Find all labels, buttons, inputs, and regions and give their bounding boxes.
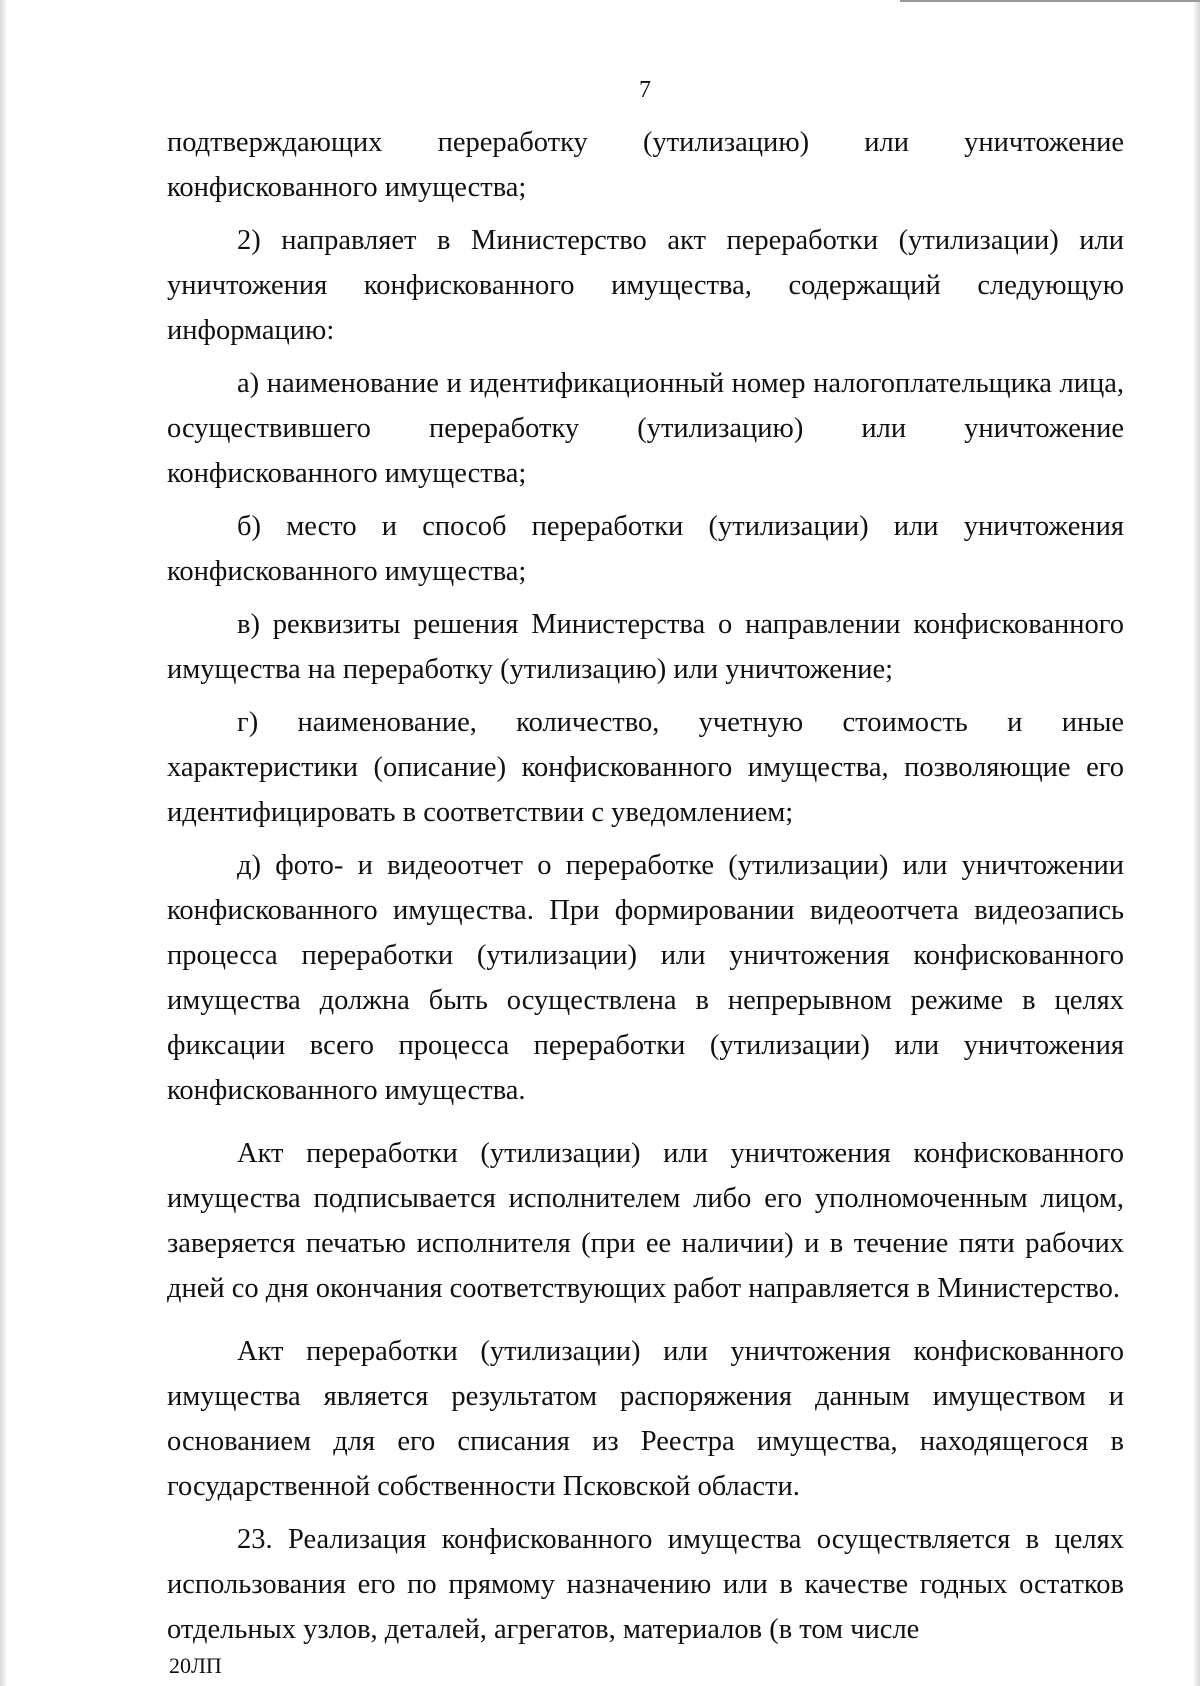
paragraph-act-result: Акт переработки (утилизации) или уничтожения конфискованного имущества является результатом распоряжения данным имуществом и основанием для его списания из Реестра имущества, находящегося в государственной собственности Псковской области. <box>167 1336 1124 1502</box>
scan-edge-right <box>1194 0 1200 1686</box>
document-body <box>167 120 1124 1652</box>
paragraph-subitem-a: а) наименование и идентификационный номер налогоплательщика лица, осуществившего переработку (утилизацию) или уничтожение конфискованного имущества; <box>167 368 1124 489</box>
paragraph-subitem-b: б) место и способ переработки (утилизации) или уничтожения конфискованного имущества; <box>167 511 1124 587</box>
document-code: 20ЛП <box>169 1653 222 1678</box>
paragraph-item-23: 23. Реализация конфискованного имущества осуществляется в целях использования его по прямому назначению или в качестве годных остатков отдельных узлов, деталей, агрегатов, материалов (в том числе <box>167 1524 1124 1645</box>
paragraph-continuation: подтверждающих переработку (утилизацию) или уничтожение конфискованного имущества; <box>167 127 1124 203</box>
paragraph-act-signing: Акт переработки (утилизации) или уничтожения конфискованного имущества подписывается исполнителем либо его уполномоченным лицом, заверяется печатью исполнителя (при ее наличии) и в течение пяти рабочих дней со дня окончания соответствующих работ направляется в Министерство. <box>167 1138 1124 1304</box>
paragraph-subitem-v: в) реквизиты решения Министерства о направлении конфискованного имущества на переработку (утилизацию) или уничтожение; <box>167 609 1124 685</box>
paragraph-subitem-d: д) фото- и видеоотчет о переработке (утилизации) или уничтожении конфискованного имущества. При формировании видеоотчета видеозапись процесса переработки (утилизации) или уничтожения конфискованного имущества должна быть осуществлена в непрерывном режиме в целях фиксации всего процесса переработки (утилизации) или уничтожения конфискованного имущества. <box>167 850 1124 1106</box>
page-number: 7 <box>639 77 651 103</box>
top-rule <box>900 0 1200 2</box>
paragraph-item-2: 2) направляет в Министерство акт переработки (утилизации) или уничтожения конфискованного имущества, содержащий следующую информацию: <box>167 225 1124 346</box>
paragraph-subitem-g: г) наименование, количество, учетную стоимость и иные характеристики (описание) конфискованного имущества, позволяющие его идентифицировать в соответствии с уведомлением; <box>167 707 1124 828</box>
scan-edge-left <box>0 0 6 1686</box>
